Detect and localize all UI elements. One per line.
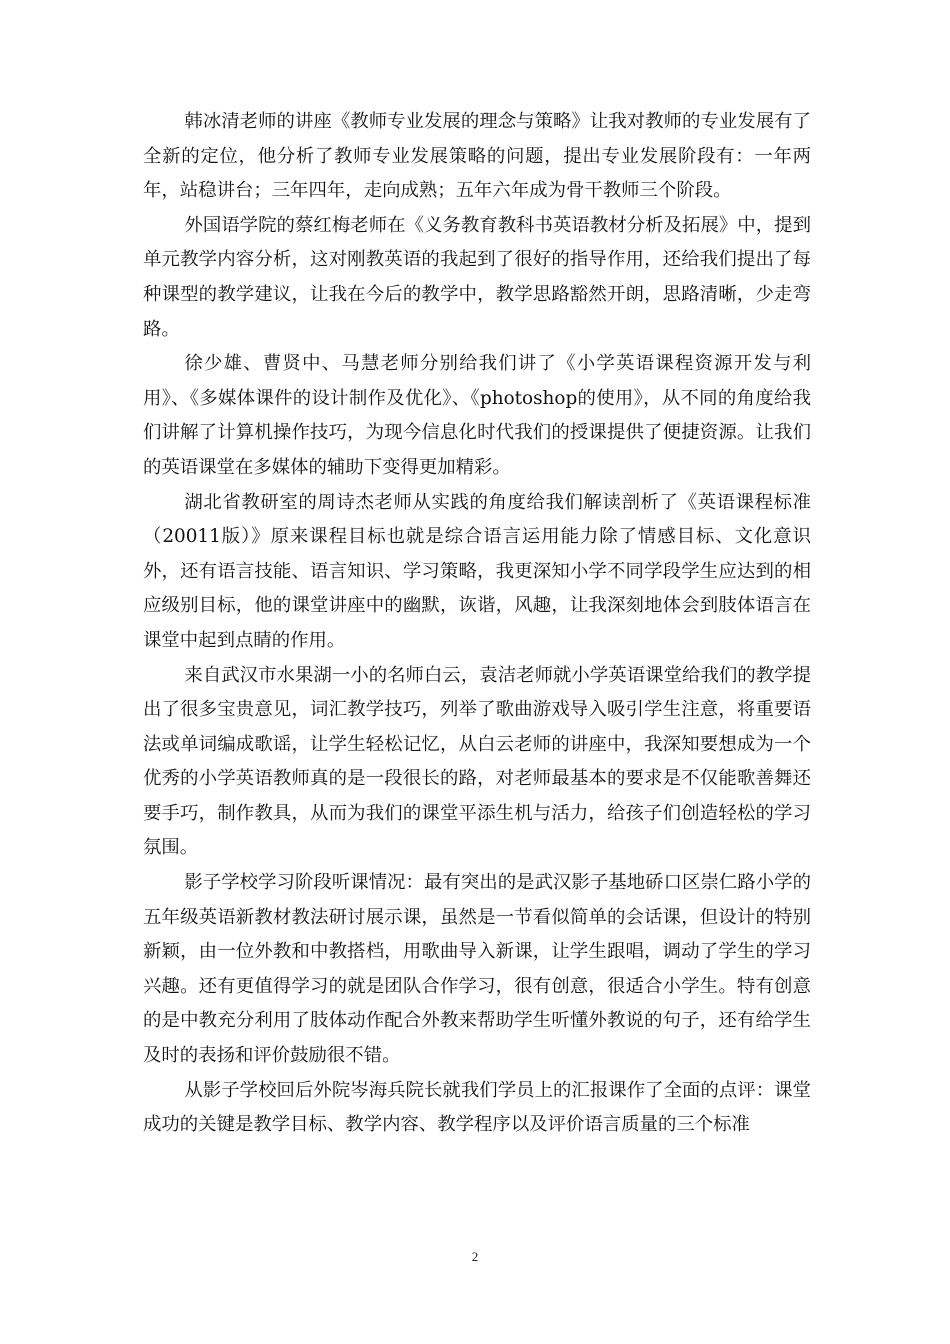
paragraph-2: 外国语学院的蔡红梅老师在《义务教育教科书英语教材分析及拓展》中，提到单元教学内容分析，这对刚教英语的我起到了很好的指导作用，还给我们提出了每种课型的教学建议，让我在今后的教学中，教学思路豁然开朗，思路清晰，少走弯路。: [143, 214, 811, 340]
paragraph-5: 来自武汉市水果湖一小的名师白云，袁洁老师就小学英语课堂给我们的教学提出了很多宝贵意见，词汇教学技巧，列举了歌曲游戏导入吸引学生注意，将重要语法或单词编成歌谣，让学生轻松记忆，从白云老师的讲座中，我深知要想成为一个优秀的小学英语教师真的是一段很长的路，对老师最基本的要求是不仅能歌善舞还要手巧，制作教具，从而为我们的课堂平添生机与活力，给孩子们创造轻松的学习氛围。: [143, 664, 811, 859]
paragraph-4: 湖北省教研室的周诗杰老师从实践的角度给我们解读剖析了《英语课程标准（20011版）》原来课程目标也就是综合语言运用能力除了情感目标、文化意识外，还有语言技能、语言知识、学习策略，我更深知小学不同学段学生应达到的相应级别目标，他的课堂讲座中的幽默，诙谐，风趣，让我深刻地体会到肢体语言在课堂中起到点睛的作用。: [143, 491, 811, 651]
paragraph-3: 徐少雄、曹贤中、马慧老师分别给我们讲了《小学英语课程资源开发与利用》、《多媒体课件的设计制作及优化》、《photoshop的使用》，从不同的角度给我们讲解了计算机操作技巧，为现今信息化时代我们的授课提供了便捷资源。让我们的英语课堂在多媒体的辅助下变得更加精彩。: [143, 353, 811, 478]
page-number: 2: [471, 1249, 479, 1264]
body-text: [143, 105, 811, 1143]
paragraph-7: 从影子学校回后外院岑海兵院长就我们学员上的汇报课作了全面的点评：课堂成功的关键是教学目标、教学内容、教学程序以及评价语言质量的三个标准: [143, 1079, 811, 1136]
paragraph-1: 韩冰清老师的讲座《教师专业发展的理念与策略》让我对教师的专业发展有了全新的定位，他分析了教师专业发展策略的问题，提出专业发展阶段有：一年两年，站稳讲台；三年四年，走向成熟；五年六年成为骨干教师三个阶段。: [143, 111, 811, 202]
paragraph-6: 影子学校学习阶段听课情况：最有突出的是武汉影子基地硚口区崇仁路小学的五年级英语新教材教法研讨展示课，虽然是一节看似简单的会话课，但设计的特别新颖，由一位外教和中教搭档，用歌曲导入新课，让学生跟唱，调动了学生的学习兴趣。还有更值得学习的就是团队合作学习，很有创意，很适合小学生。特有创意的是中教充分利用了肢体动作配合外教来帮助学生听懂外教说的句子，还有给学生及时的表扬和评价鼓励很不错。: [143, 872, 811, 1067]
